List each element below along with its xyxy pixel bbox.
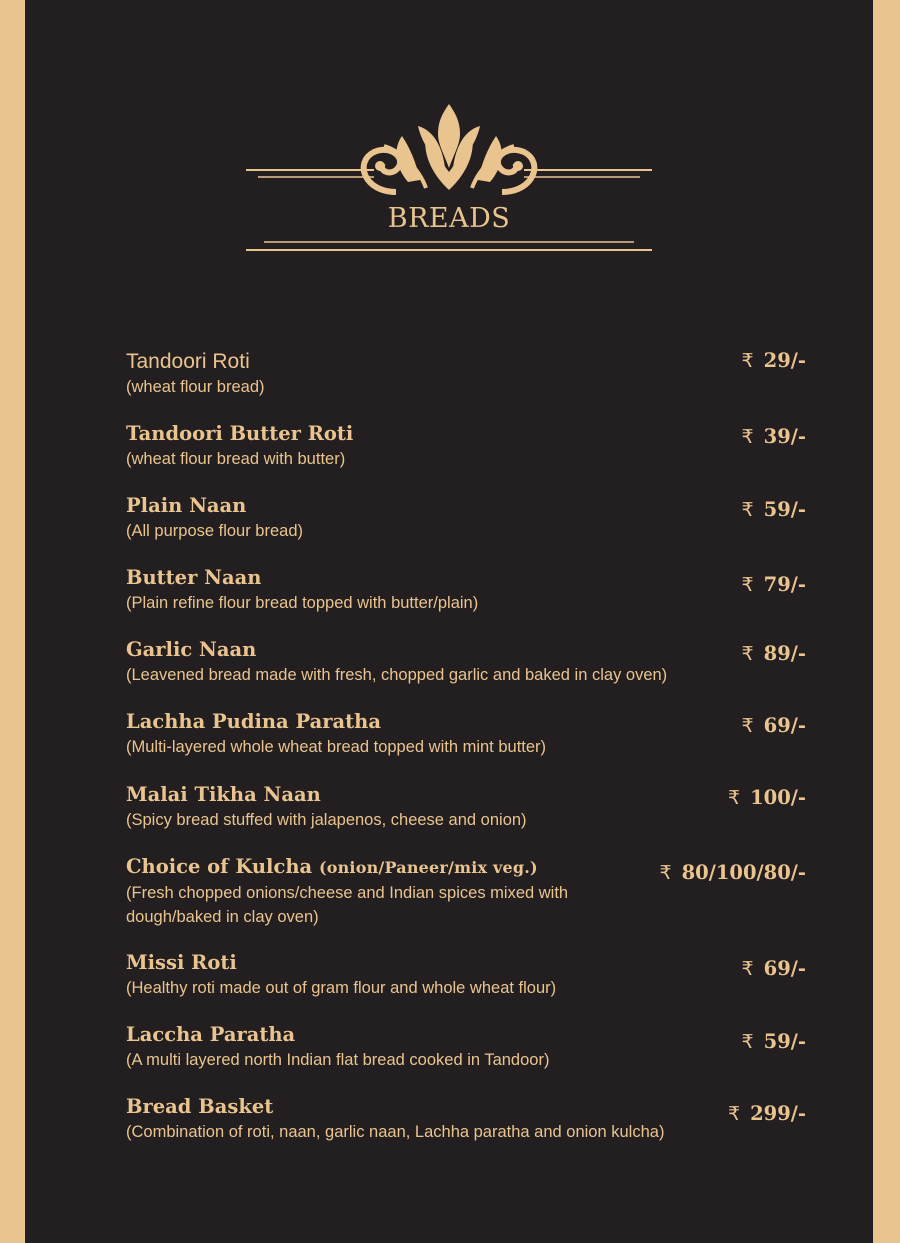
item-name: Missi Roti xyxy=(126,951,237,974)
item-description: (wheat flour bread with butter) xyxy=(126,450,346,468)
rupee-icon: ₹ xyxy=(727,1103,741,1125)
price-value: 79/- xyxy=(763,573,806,596)
item-name: Plain Naan xyxy=(126,494,247,517)
item-price xyxy=(742,349,806,372)
rupee-icon: ₹ xyxy=(741,643,754,665)
rupee-icon: ₹ xyxy=(741,426,754,448)
menu-item xyxy=(126,493,826,543)
menu-item xyxy=(126,782,826,832)
price-value: 299/- xyxy=(750,1102,806,1125)
menu-item xyxy=(126,349,826,399)
rupee-icon: ₹ xyxy=(741,958,754,980)
item-description: (Plain refine flour bread topped with butter/plain) xyxy=(126,594,479,612)
item-price xyxy=(728,786,806,809)
price-value: 80/100/80/- xyxy=(681,861,806,884)
item-name: Tandoori Roti xyxy=(126,350,250,373)
menu-item xyxy=(126,709,826,759)
item-name: Lachha Pudina Paratha xyxy=(126,710,381,733)
price-value: 100/- xyxy=(750,786,806,809)
item-name-text: Choice of Kulcha xyxy=(126,855,313,878)
item-name: Garlic Naan xyxy=(126,638,257,661)
item-description: (All purpose flour bread) xyxy=(126,522,304,540)
item-description: (A multi layered north Indian flat bread cooked in Tandoor) xyxy=(126,1051,550,1069)
item-description: (wheat flour bread) xyxy=(126,378,265,396)
item-note: (onion/Paneer/mix veg.) xyxy=(318,858,538,877)
item-description: (Spicy bread stuffed with jalapenos, cheese and onion) xyxy=(126,811,527,829)
price-value: 39/- xyxy=(763,425,806,448)
price-value: 59/- xyxy=(763,498,806,521)
price-value: 69/- xyxy=(763,714,806,737)
item-description: (Healthy roti made out of gram flour and whole wheat flour) xyxy=(126,979,557,997)
rupee-icon: ₹ xyxy=(727,787,741,809)
item-name: Bread Basket xyxy=(126,1095,274,1118)
item-price xyxy=(742,1030,806,1053)
rupee-icon: ₹ xyxy=(741,574,754,596)
price-value: 59/- xyxy=(763,1030,806,1053)
item-price xyxy=(742,498,806,521)
item-description: (Fresh chopped onions/cheese and Indian spices mixed with dough/baked in clay oven) xyxy=(126,884,569,926)
price-value: 69/- xyxy=(763,957,806,980)
rupee-icon: ₹ xyxy=(741,1031,754,1053)
item-description: (Combination of roti, naan, garlic naan, Lachha paratha and onion kulcha) xyxy=(126,1123,665,1141)
price-value: 29/- xyxy=(763,349,806,372)
item-name: Butter Naan xyxy=(126,566,262,589)
item-price xyxy=(742,957,806,980)
menu-item xyxy=(126,637,826,687)
rupee-icon: ₹ xyxy=(659,862,672,884)
item-price xyxy=(728,1102,806,1125)
rupee-icon: ₹ xyxy=(741,499,754,521)
page-title: BREADS xyxy=(387,203,511,234)
item-price xyxy=(742,573,806,596)
item-name: Tandoori Butter Roti xyxy=(126,422,354,445)
menu-item xyxy=(126,950,826,1000)
item-price xyxy=(659,861,806,884)
menu-item xyxy=(126,421,826,471)
item-description: (Multi-layered whole wheat bread topped with mint butter) xyxy=(126,738,547,756)
item-price xyxy=(742,425,806,448)
menu-item xyxy=(126,1022,826,1072)
section-header xyxy=(246,100,652,260)
rupee-icon: ₹ xyxy=(741,350,754,372)
item-description: (Leavened bread made with fresh, chopped garlic and baked in clay oven) xyxy=(126,666,668,684)
item-name: Malai Tikha Naan xyxy=(126,783,321,806)
item-price xyxy=(742,714,806,737)
menu-item xyxy=(126,1094,826,1144)
price-value: 89/- xyxy=(763,642,806,665)
menu-item xyxy=(126,565,826,615)
item-price xyxy=(742,642,806,665)
rupee-icon: ₹ xyxy=(741,715,754,737)
item-name: Laccha Paratha xyxy=(126,1023,296,1046)
